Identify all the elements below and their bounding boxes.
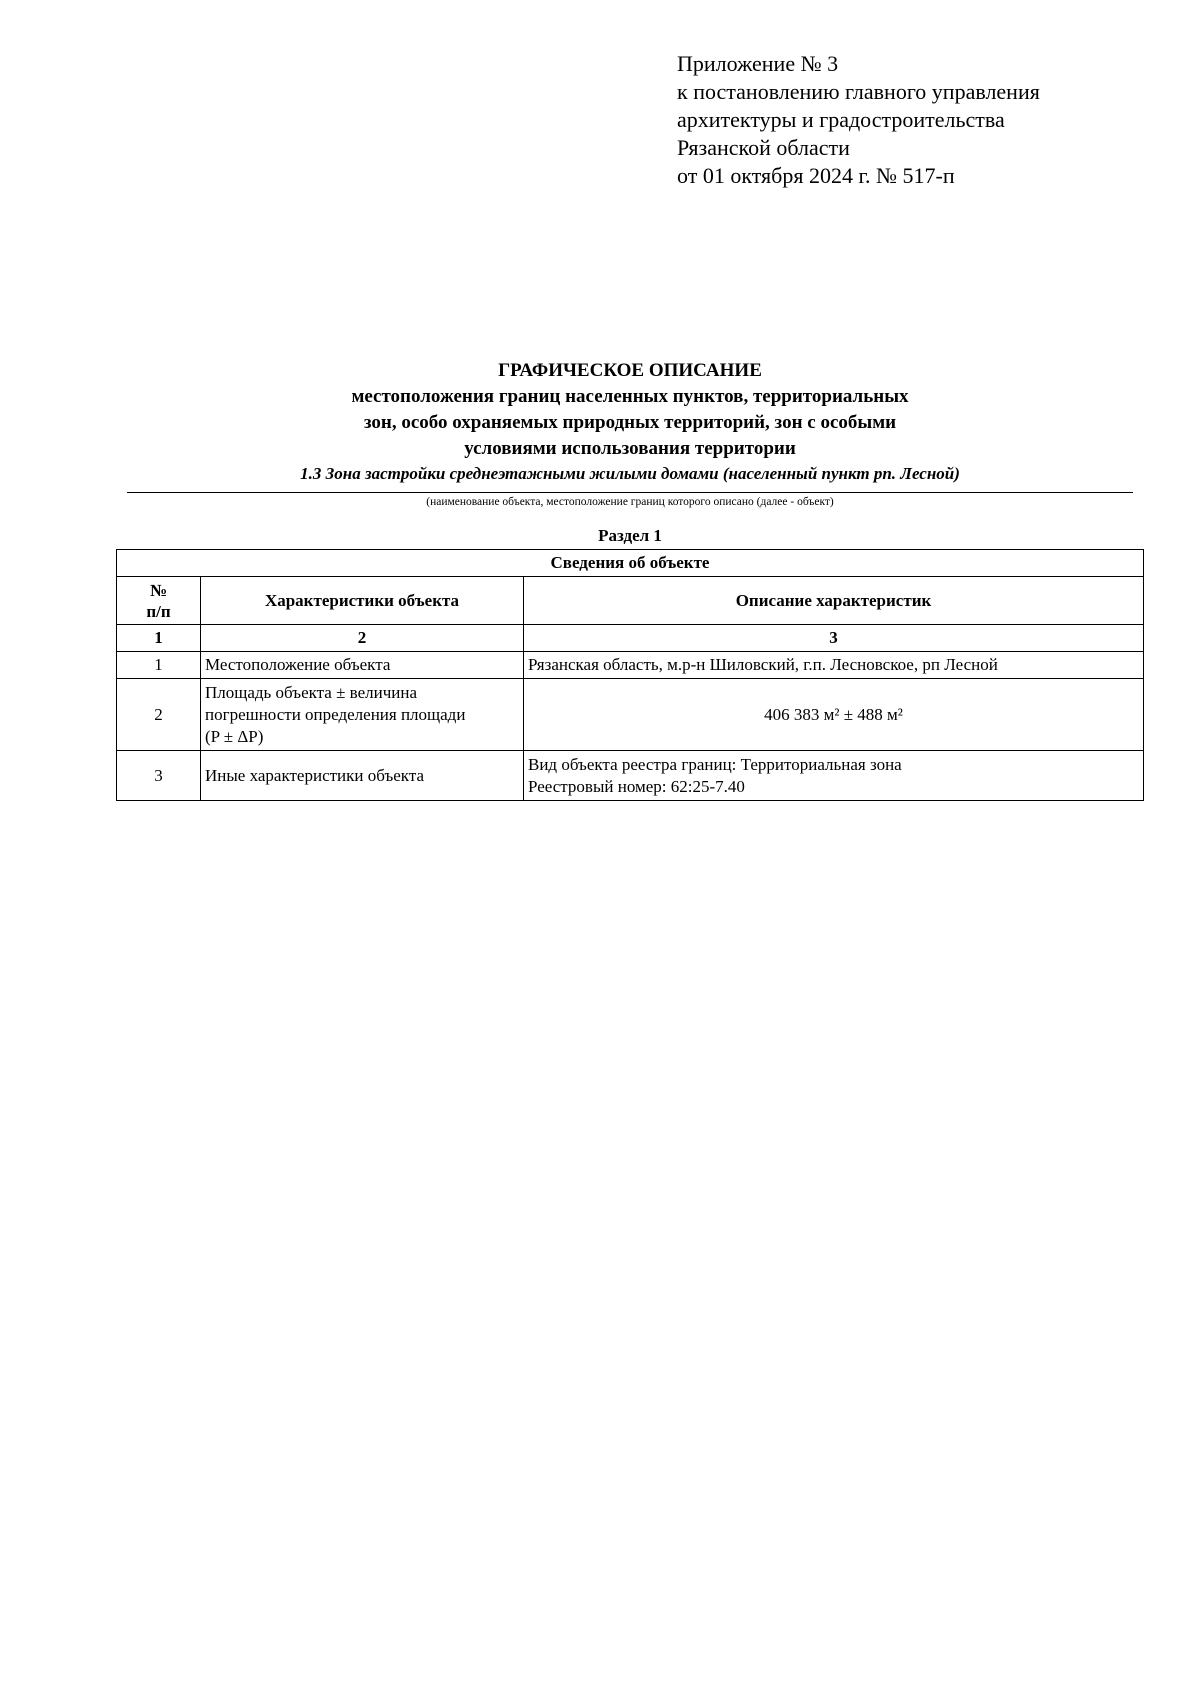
column-number-3: 3 — [524, 625, 1144, 652]
document-subtitle-line-1: местоположения границ населенных пунктов, территориальных — [351, 386, 909, 407]
appendix-date-line: от 01 октября 2024 г. № 517-п — [677, 163, 955, 188]
row-description: 406 383 м² ± 488 м² — [524, 679, 1144, 751]
object-info-table — [116, 549, 1144, 801]
document-title-block — [127, 358, 1133, 486]
row-number: 1 — [117, 652, 201, 679]
table-caption: Сведения об объекте — [117, 550, 1144, 577]
row-characteristic: Местоположение объекта — [201, 652, 524, 679]
row-characteristic-line-3: (P ± ΔP) — [205, 726, 264, 746]
row-number: 2 — [117, 679, 201, 751]
appendix-authority-line: архитектуры и градостроительства — [677, 107, 1005, 132]
header-number-line-1: № — [149, 580, 168, 600]
table-row — [117, 679, 1144, 751]
appendix-resolution-line: к постановлению главного управления — [677, 79, 1040, 104]
row-characteristic: Иные характеристики объекта — [201, 751, 524, 801]
column-number-1: 1 — [117, 625, 201, 652]
appendix-number: Приложение № 3 — [677, 51, 839, 76]
appendix-region-line: Рязанской области — [677, 135, 850, 160]
row-description-line-2: Реестровый номер: 62:25-7.40 — [528, 776, 745, 796]
table-row — [117, 751, 1144, 801]
document-title: ГРАФИЧЕСКОЕ ОПИСАНИЕ — [498, 360, 762, 381]
object-name-underline — [127, 492, 1133, 493]
object-name-caption: (наименование объекта, местоположение границ которого описано (далее - объект) — [426, 496, 834, 508]
header-characteristics: Характеристики объекта — [201, 577, 524, 625]
row-description — [524, 751, 1144, 801]
row-characteristic-line-1: Площадь объекта ± величина — [205, 682, 418, 702]
object-name: 1.3 Зона застройки среднеэтажными жилыми домами (населенный пункт рп. Лесной) — [300, 464, 960, 483]
column-number-row — [117, 625, 1144, 652]
appendix-header — [677, 50, 1157, 190]
row-description: Рязанская область, м.р-н Шиловский, г.п. Лесновское, рп Лесной — [524, 652, 1144, 679]
row-characteristic-line-2: погрешности определения площади — [205, 704, 466, 724]
header-number — [117, 577, 201, 625]
header-number-line-2: п/п — [146, 601, 171, 621]
table-caption-row — [117, 550, 1144, 577]
document-subtitle-line-2: зон, особо охраняемых природных территорий, зон с особыми — [363, 412, 897, 433]
table-row — [117, 652, 1144, 679]
header-description: Описание характеристик — [524, 577, 1144, 625]
row-number: 3 — [117, 751, 201, 801]
document-subtitle-line-3: условиями использования территории — [464, 438, 796, 459]
table-header-row — [117, 577, 1144, 625]
section-title: Раздел 1 — [598, 526, 662, 545]
row-description-line-1: Вид объекта реестра границ: Территориальная зона — [528, 754, 902, 774]
row-characteristic — [201, 679, 524, 751]
column-number-2: 2 — [201, 625, 524, 652]
